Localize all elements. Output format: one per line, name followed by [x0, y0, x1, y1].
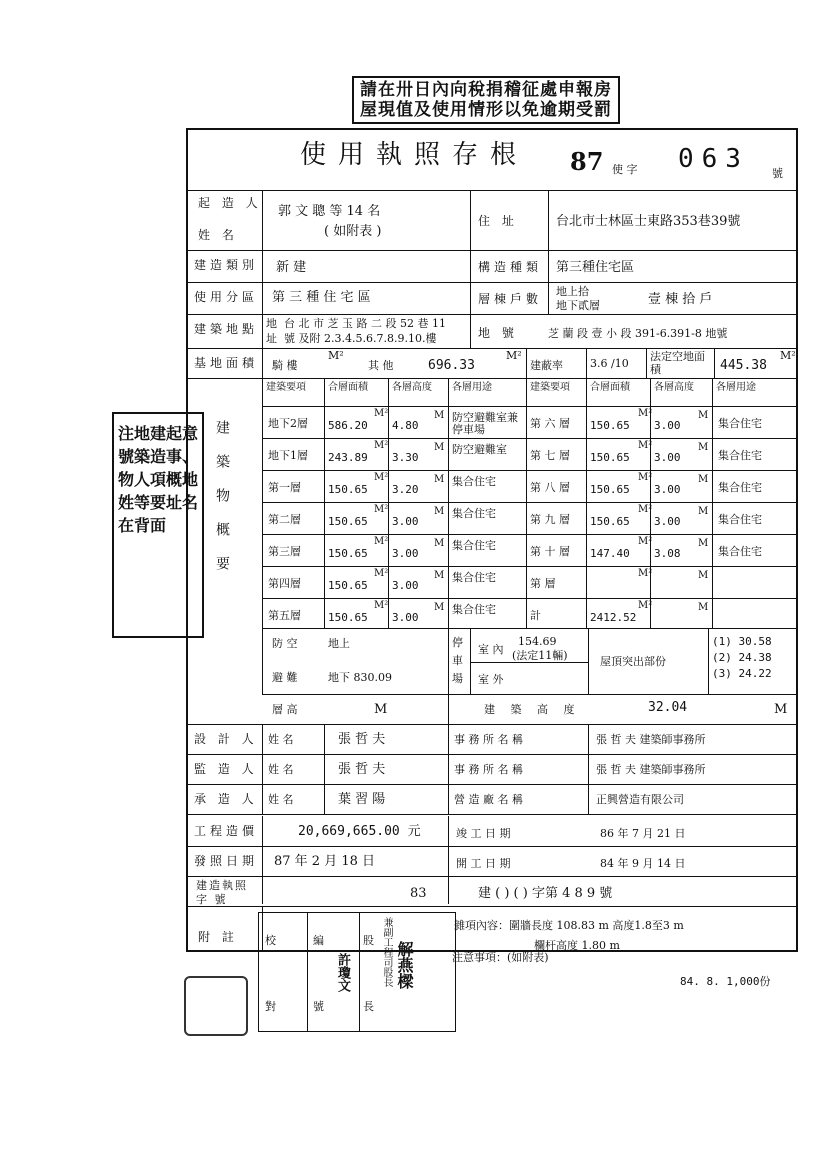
height-unit-right: M [698, 506, 709, 517]
table-header: 各層高度 [392, 382, 432, 393]
roof-value-3: (3) 24.22 [712, 667, 772, 680]
floor-area-left: 243.89 [328, 451, 368, 464]
signoff-zhang: 長 [363, 1000, 374, 1013]
site-addr-tag-1: 地 [266, 317, 277, 330]
height-unit-left: M [434, 410, 445, 421]
form-title: 使用執照存根 [300, 140, 529, 170]
permit-ref: 建 ( ) ( ) 字第 4 8 9 號 [478, 886, 613, 901]
floor-label-right: 第 層 [530, 577, 556, 590]
cost-value: 20,669,665.00 元 [298, 824, 421, 839]
roof-label: 屋頂突出部份 [600, 655, 666, 668]
table-header: 各層用途 [716, 382, 756, 393]
notes-line-3: 注意事項：(如附表) [452, 951, 549, 964]
base-area-label: 基地面積 [194, 356, 259, 370]
floor-use-left: 集合住宅 [452, 603, 496, 616]
official-seal-icon [184, 976, 248, 1036]
permit-label-1: 建造執照 [196, 879, 248, 892]
roof-value-2: (2) 24.38 [712, 651, 772, 664]
designer-office-label: 事 務 所 名 稱 [454, 733, 523, 746]
floor-area-left: 150.65 [328, 547, 368, 560]
floor-use-right: 集合住宅 [718, 417, 762, 430]
floors-below: 地下貳層 [556, 299, 600, 312]
height-unit-right: M [698, 474, 709, 485]
address-label: 住 址 [478, 214, 518, 228]
floor-use-left: 集合住宅 [452, 475, 496, 488]
completion-date: 86 年 7 月 21 日 [600, 827, 686, 840]
table-header: 各層高度 [654, 382, 694, 393]
floor-use-left: 防空避難室 [452, 443, 507, 456]
notes-label: 附 註 [198, 930, 238, 944]
designer-name-label: 姓 名 [268, 733, 294, 746]
site-address-1: 台 北 市 芝 玉 路 二 段 52 巷 11 [284, 317, 446, 330]
signoff-hao: 號 [313, 1000, 324, 1013]
floor-use-left: 集合住宅 [452, 571, 496, 584]
notes-line-2: 欄杆高度 1.80 m [534, 939, 620, 952]
floor-label-left: 第一層 [268, 481, 301, 494]
coverage-value: 3.6 /10 [590, 357, 629, 370]
site-address-2: 號 及附 2.3.4.5.6.7.8.9.10.樓 [284, 332, 437, 345]
floor-use-left: 集合住宅 [452, 507, 496, 520]
shelter-above: 地上 [328, 637, 350, 650]
signoff-jiao: 校 [265, 934, 276, 947]
signoff-gu: 股 [363, 934, 374, 947]
indoor-note: (法定11輛) [512, 649, 568, 662]
contractor-name: 葉 習 陽 [338, 792, 386, 807]
start-date: 84 年 9 月 14 日 [600, 857, 686, 870]
area-unit-left: M² [374, 600, 389, 611]
floor-area-right: 150.65 [590, 515, 630, 528]
signoff-vice: 兼副工程司股長 [381, 917, 392, 987]
building-type-label: 建造類別 [194, 258, 259, 272]
floor-use-right: 集合住宅 [718, 449, 762, 462]
area-unit-left: M² [374, 472, 389, 483]
use-zone-label: 使用分區 [194, 290, 259, 304]
height-unit-left: M [434, 538, 445, 549]
floor-height-left: 4.80 [392, 419, 419, 432]
building-height-label: 建 築 高 度 [484, 703, 581, 716]
floor-area-right: 150.65 [590, 451, 630, 464]
signoff-dui: 對 [265, 1000, 276, 1013]
floor-height-right: 3.00 [654, 515, 681, 528]
indoor-value: 154.69 [518, 635, 557, 648]
builder-name-note: ( 如附表 ) [324, 224, 382, 239]
site-addr-tag-2: 址 [266, 332, 277, 345]
floor-area-right: 2412.52 [590, 611, 637, 624]
floor-area-left: 150.65 [328, 611, 368, 624]
issue-date-value: 87 年 2 月 18 日 [274, 854, 376, 869]
floor-area-left: 586.20 [328, 419, 368, 432]
signoff-bian: 編 [313, 934, 324, 947]
floor-label-right: 第 六 層 [530, 417, 570, 430]
floor-use-right: 集合住宅 [718, 545, 762, 558]
contractor-name-label: 姓 名 [268, 793, 294, 806]
designer-name: 張 哲 夫 [338, 732, 386, 747]
permit-number: 063 [678, 144, 749, 174]
other-unit: M² [506, 349, 522, 362]
contractor-office: 正興營造有限公司 [596, 793, 684, 806]
floor-label-right: 第 十 層 [530, 545, 570, 558]
lot-value: 芝 蘭 段 壹 小 段 391-6.391-8 地號 [548, 327, 728, 340]
floor-area-left: 150.65 [328, 515, 368, 528]
permit-hao: 號 [772, 167, 783, 180]
parking-label: 停車場 [452, 636, 463, 685]
summary-section-label: 建築物概要 [214, 420, 230, 590]
floor-height-label: 層 高 [272, 703, 298, 716]
use-zone-value: 第 三 種 住 宅 區 [272, 290, 371, 305]
print-note: 84. 8. 1,000份 [680, 975, 771, 988]
contractor-label: 承 造 人 [194, 792, 258, 806]
builder-label-2: 姓 名 [198, 228, 238, 242]
height-unit-right: M [698, 538, 709, 549]
height-unit-left: M [434, 474, 445, 485]
supervisor-name-label: 姓 名 [268, 763, 294, 776]
signoff-box [258, 912, 456, 1032]
floor-use-left: 防空避難室兼停車場 [452, 411, 518, 436]
coverage-label: 建蔽率 [530, 359, 563, 372]
supervisor-label: 監 造 人 [194, 762, 258, 776]
permit-zi: 使 字 [612, 163, 638, 176]
legal-open-unit: M² [780, 349, 796, 362]
area-unit-right: M² [638, 440, 653, 451]
table-header: 建築要項 [266, 382, 306, 393]
issue-date-label: 發照日期 [194, 854, 259, 868]
height-unit-left: M [434, 570, 445, 581]
building-height-value: 32.04 [648, 700, 688, 715]
permit-form [186, 128, 798, 952]
area-unit-right: M² [638, 408, 653, 419]
arcade-unit: M² [328, 349, 344, 362]
floor-height-right: 3.00 [654, 451, 681, 464]
cost-label: 工程造價 [194, 824, 259, 838]
building-type-value: 新 建 [276, 260, 307, 275]
floor-label-right: 第 八 層 [530, 481, 570, 494]
builder-label-1: 起 造 人 [198, 196, 262, 210]
floor-label-left: 第三層 [268, 545, 301, 558]
shelter-label-1: 防 空 [272, 637, 298, 650]
legal-open-label: 法定空地面積 [650, 350, 705, 376]
floor-height-left: 3.30 [392, 451, 419, 464]
floor-use-right: 集合住宅 [718, 513, 762, 526]
permit-year: 87 [570, 147, 604, 176]
floor-height-unit: M [374, 702, 388, 717]
structure-label: 構造種類 [478, 260, 543, 274]
area-unit-right: M² [638, 472, 653, 483]
floor-use-right: 集合住宅 [718, 481, 762, 494]
lot-label: 地 號 [478, 326, 518, 340]
floor-area-right: 150.65 [590, 419, 630, 432]
left-notice-text: 注地建起意號築造事、物人項概地姓等要址名在背面 [118, 424, 199, 535]
roof-value-1: (1) 30.58 [712, 635, 772, 648]
floor-height-left: 3.00 [392, 547, 419, 560]
floor-label-left: 第五層 [268, 609, 301, 622]
floor-area-left: 150.65 [328, 483, 368, 496]
area-unit-left: M² [374, 504, 389, 515]
table-header: 合層面積 [328, 382, 368, 393]
area-unit-left: M² [374, 568, 389, 579]
permit-ref-num: 83 [410, 886, 427, 901]
shelter-below: 地下 830.09 [328, 671, 392, 684]
floor-height-right: 3.08 [654, 547, 681, 560]
contractor-office-label: 營 造 廠 名 稱 [454, 793, 523, 806]
shelter-label-2: 避 難 [272, 671, 298, 684]
area-unit-left: M² [374, 440, 389, 451]
floor-use-left: 集合住宅 [452, 539, 496, 552]
floor-area-right: 147.40 [590, 547, 630, 560]
floor-height-left: 3.00 [392, 515, 419, 528]
area-unit-right: M² [638, 568, 653, 579]
site-label: 建築地點 [194, 322, 259, 336]
floor-height-right: 3.00 [654, 483, 681, 496]
area-unit-right: M² [638, 504, 653, 515]
building-count: 壹 棟 拾 戶 [648, 292, 713, 307]
floor-height-left: 3.00 [392, 611, 419, 624]
permit-label-2: 字 號 [196, 893, 228, 906]
supervisor-office-label: 事 務 所 名 稱 [454, 763, 523, 776]
floor-label-right: 第 九 層 [530, 513, 570, 526]
floor-height-left: 3.20 [392, 483, 419, 496]
floor-count-label: 層棟戶數 [478, 292, 543, 306]
building-height-unit: M [774, 702, 788, 717]
arcade-label: 騎 樓 [272, 359, 298, 372]
other-label: 其 他 [368, 359, 394, 372]
floor-height-left: 3.00 [392, 579, 419, 592]
area-unit-right: M² [638, 536, 653, 547]
floors-above: 地上拾 [556, 285, 589, 298]
floor-area-left: 150.65 [328, 579, 368, 592]
table-header: 各層用途 [452, 382, 492, 393]
height-unit-right: M [698, 570, 709, 581]
floor-label-left: 地下2層 [268, 417, 308, 430]
signer-1: 許瓊文 [335, 953, 350, 992]
floor-height-right: 3.00 [654, 419, 681, 432]
notes-line-1: 雜項內容：圍牆長度 108.83 m 高度1.8至3 m [454, 919, 684, 932]
builder-name: 郭 文 聰 等 14 名 [278, 204, 381, 219]
structure-value: 第三種住宅區 [556, 260, 635, 275]
completion-label: 竣 工 日 期 [456, 827, 511, 840]
designer-label: 設 計 人 [194, 732, 258, 746]
start-date-label: 開 工 日 期 [456, 857, 511, 870]
floor-label-left: 第二層 [268, 513, 301, 526]
height-unit-right: M [698, 442, 709, 453]
legal-open-value: 445.38 [720, 358, 767, 373]
height-unit-right: M [698, 410, 709, 421]
floor-area-right: 150.65 [590, 483, 630, 496]
tax-notice-stamp [352, 76, 620, 124]
designer-office: 張 哲 夫 建築師事務所 [596, 733, 706, 746]
signer-2: 解燕樑 [395, 941, 414, 989]
area-unit-right: M² [638, 600, 653, 611]
other-value: 696.33 [428, 358, 475, 373]
outdoor-label: 室 外 [478, 673, 504, 686]
indoor-label: 室 內 [478, 643, 504, 656]
area-unit-left: M² [374, 408, 389, 419]
height-unit-left: M [434, 506, 445, 517]
floor-label-left: 第四層 [268, 577, 301, 590]
floor-label-right: 計 [530, 609, 541, 622]
stamp-line-1: 請在卅日內向稅捐稽征處申報房 [360, 80, 612, 100]
address-value: 台北市士林區士東路353巷39號 [556, 214, 741, 229]
supervisor-office: 張 哲 夫 建築師事務所 [596, 763, 706, 776]
area-unit-left: M² [374, 536, 389, 547]
height-unit-right: M [698, 602, 709, 613]
stamp-line-2: 屋現值及使用情形以免逾期受罰 [360, 100, 612, 120]
floor-label-right: 第 七 層 [530, 449, 570, 462]
height-unit-left: M [434, 442, 445, 453]
supervisor-name: 張 哲 夫 [338, 762, 386, 777]
table-header: 建築要項 [530, 382, 570, 393]
table-header: 合層面積 [590, 382, 630, 393]
floor-label-left: 地下1層 [268, 449, 308, 462]
height-unit-left: M [434, 602, 445, 613]
